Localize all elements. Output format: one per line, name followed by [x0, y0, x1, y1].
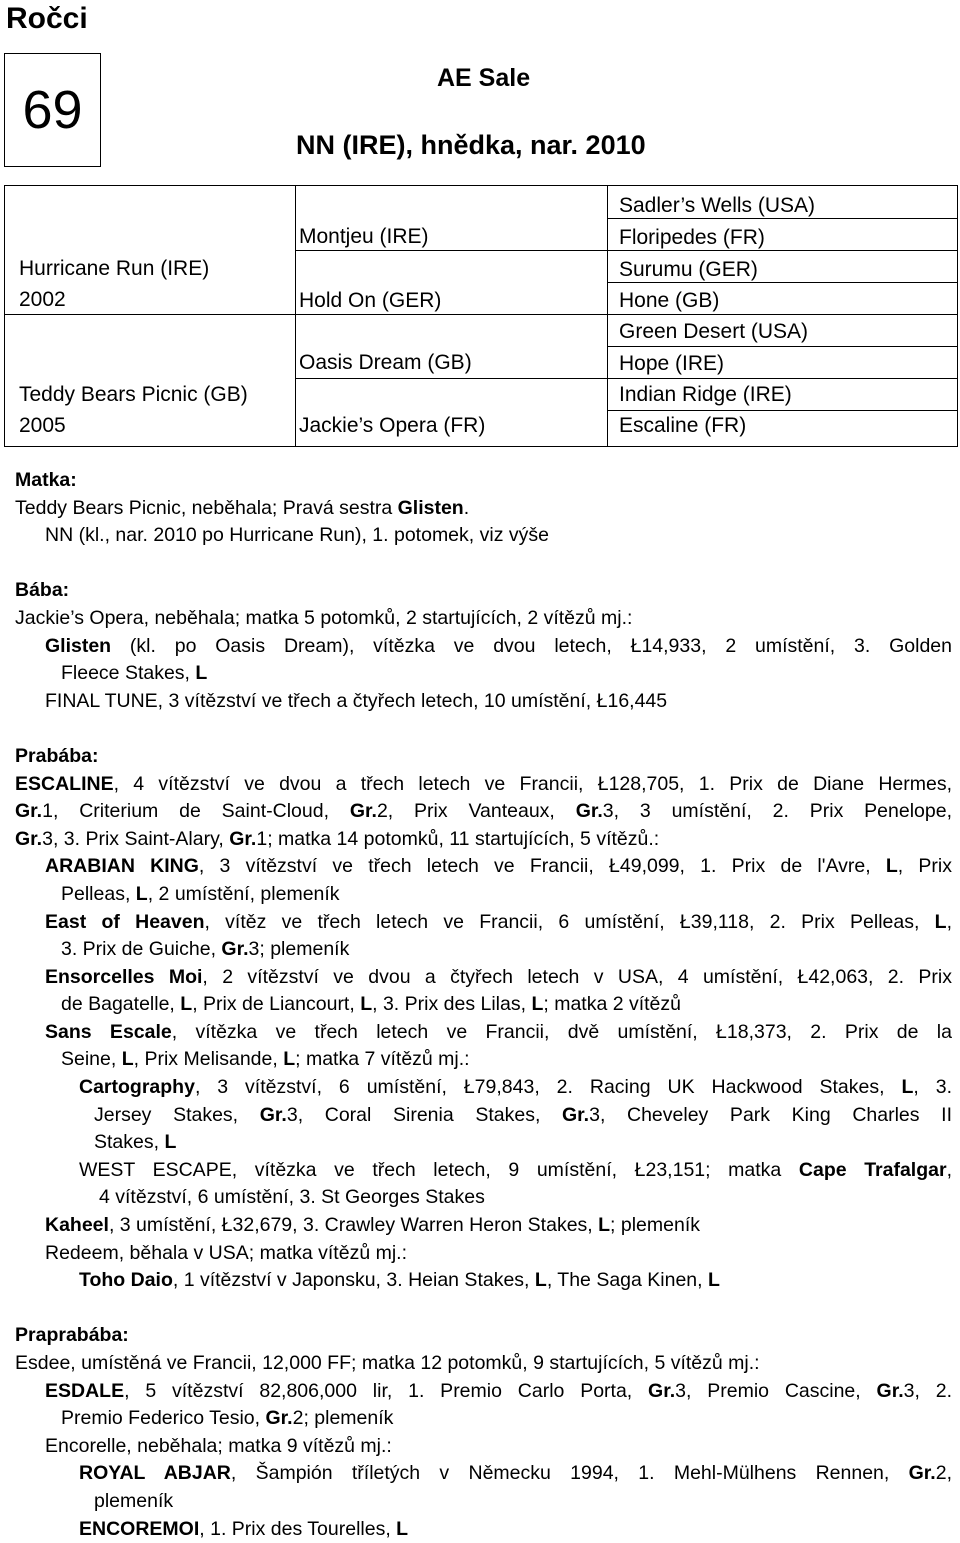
- praprababa-line: plemeník: [94, 1489, 174, 1512]
- prababa-line: Gr.3, 3. Prix Saint-Alary, Gr.1; matka 14 potomků, 11 startujících, 5 vítězů.:: [15, 827, 660, 850]
- row-divider: [607, 282, 957, 283]
- prababa-line: 4 vítězství, 6 umístění, 3. St Georges Stakes: [99, 1186, 485, 1209]
- baba-line: FINAL TUNE, 3 vítězství ve třech a čtyřech letech, 10 umístění, Ł16,445: [45, 689, 668, 712]
- g3-ancestor: Sadler’s Wells (USA): [619, 194, 816, 217]
- column-divider: [607, 186, 608, 446]
- baba-heading: Bába:: [15, 579, 70, 602]
- dam-sire: Oasis Dream (GB): [299, 351, 472, 374]
- praprababa-line: Premio Federico Tesio, Gr.2; plemeník: [61, 1407, 394, 1430]
- matka-heading: Matka:: [15, 469, 77, 491]
- g3-ancestor: Floripedes (FR): [619, 226, 765, 249]
- prababa-line: WEST ESCAPE, vítězka ve třech letech, 9 umístění, Ł23,151; matka Cape Trafalgar,: [79, 1158, 952, 1181]
- prababa-line: Kaheel, 3 umístění, Ł32,679, 3. Crawley Warren Heron Stakes, L; plemeník: [45, 1214, 701, 1237]
- praprababa-heading: Praprabába:: [15, 1324, 129, 1347]
- prababa-line: Redeem, běhala v USA; matka vítězů mj.:: [45, 1241, 407, 1264]
- horse-title: NN (IRE), hnědka, nar. 2010: [296, 130, 646, 160]
- g3-ancestor: Hone (GB): [619, 289, 720, 312]
- baba-line: Glisten (kl. po Oasis Dream), vítězka ve dvou letech, Ł14,933, 2 umístění, 3. Golden: [45, 634, 952, 657]
- family-notes: [15, 467, 952, 1543]
- prababa-line: Cartography, 3 vítězství, 6 umístění, Ł79,843, 2. Racing UK Hackwood Stakes, L, 3.: [79, 1076, 952, 1099]
- row-divider: [607, 218, 957, 219]
- g3-ancestor: Surumu (GER): [619, 258, 758, 281]
- sire-year: 2002: [19, 288, 66, 311]
- g3-ancestor: Hope (IRE): [619, 352, 725, 375]
- dam-dam: Jackie’s Opera (FR): [299, 414, 486, 437]
- g3-ancestor: Indian Ridge (IRE): [619, 383, 792, 406]
- column-divider: [295, 186, 296, 446]
- row-divider: [295, 250, 957, 251]
- matka-line: Teddy Bears Picnic, neběhala; Pravá sestra Glisten.: [15, 496, 470, 519]
- prababa-line: de Bagatelle, L, Prix de Liancourt, L, 3. Prix des Lilas, L; matka 2 vítězů: [61, 993, 682, 1016]
- prababa-line: Stakes, L: [94, 1131, 177, 1154]
- prababa-line: East of Heaven, vítěz ve třech letech ve Francii, 6 umístění, Ł39,118, 2. Prix Pelleas, L,: [45, 910, 952, 933]
- g3-ancestor: Green Desert (USA): [619, 320, 809, 343]
- praprababa-line: Encorelle, neběhala; matka 9 vítězů mj.:: [45, 1434, 392, 1457]
- sire-sire: Montjeu (IRE): [299, 225, 429, 248]
- section-title: Ročci: [6, 2, 88, 35]
- row-divider: [607, 346, 957, 347]
- dam: Teddy Bears Picnic (GB): [19, 383, 248, 406]
- praprababa-line: Esdee, umístěná ve Francii, 12,000 FF; matka 12 potomků, 9 startujících, 5 vítězů mj.:: [15, 1352, 760, 1374]
- prababa-line: Gr.1, Criterium de Saint-Cloud, Gr.2, Prix Vanteaux, Gr.3, 3 umístění, 2. Prix Penelope,: [15, 800, 952, 823]
- pedigree-table: [4, 185, 958, 447]
- sale-name: AE Sale: [437, 64, 531, 92]
- g3-ancestor: Escaline (FR): [619, 414, 747, 437]
- prababa-line: Jersey Stakes, Gr.3, Coral Sirenia Stakes, Gr.3, Cheveley Park King Charles II: [94, 1103, 952, 1126]
- row-divider: [607, 410, 957, 411]
- prababa-line: ESCALINE, 4 vítězství ve dvou a třech letech ve Francii, Ł128,705, 1. Prix de Diane Hermes,: [15, 772, 952, 795]
- prababa-line: Ensorcelles Moi, 2 vítězství ve dvou a čtyřech letech v USA, 4 umístění, Ł42,063, 2. Prix: [45, 965, 953, 988]
- prababa-heading: Prabába:: [15, 744, 99, 767]
- praprababa-line: ENCOREMOI, 1. Prix des Tourelles, L: [79, 1517, 409, 1540]
- prababa-line: Pelleas, L, 2 umístění, plemeník: [61, 882, 340, 905]
- baba-line: Jackie’s Opera, neběhala; matka 5 potomků, 2 startujících, 2 vítězů mj.:: [15, 606, 633, 629]
- row-divider: [295, 378, 957, 379]
- row-divider: [5, 314, 957, 315]
- sire-dam: Hold On (GER): [299, 289, 442, 312]
- prababa-line: ARABIAN KING, 3 vítězství ve třech letech ve Francii, Ł49,099, 1. Prix de l'Avre, L, Prix: [45, 855, 952, 878]
- prababa-line: Toho Daio, 1 vítězství v Japonsku, 3. Heian Stakes, L, The Saga Kinen, L: [79, 1269, 720, 1292]
- matka-line: NN (kl., nar. 2010 po Hurricane Run), 1. potomek, viz výše: [45, 524, 549, 547]
- praprababa-line: ROYAL ABJAR, Šampión tříletých v Německu 1994, 1. Mehl-Mülhens Rennen, Gr.2,: [79, 1462, 952, 1485]
- praprababa-line: ESDALE, 5 vítězství 82,806,000 lir, 1. Premio Carlo Porta, Gr.3, Premio Cascine, Gr.3, 2.: [45, 1379, 952, 1402]
- sire: Hurricane Run (IRE): [19, 257, 210, 280]
- lot-number: 69: [4, 53, 101, 167]
- dam-year: 2005: [19, 414, 66, 437]
- baba-line: Fleece Stakes, L: [61, 662, 208, 685]
- prababa-line: Sans Escale, vítězka ve třech letech ve Francii, dvě umístění, Ł18,373, 2. Prix de la: [45, 1020, 952, 1043]
- prababa-line: Seine, L, Prix Melisande, L; matka 7 vítězů mj.:: [61, 1048, 470, 1071]
- prababa-line: 3. Prix de Guiche, Gr.3; plemeník: [61, 938, 350, 961]
